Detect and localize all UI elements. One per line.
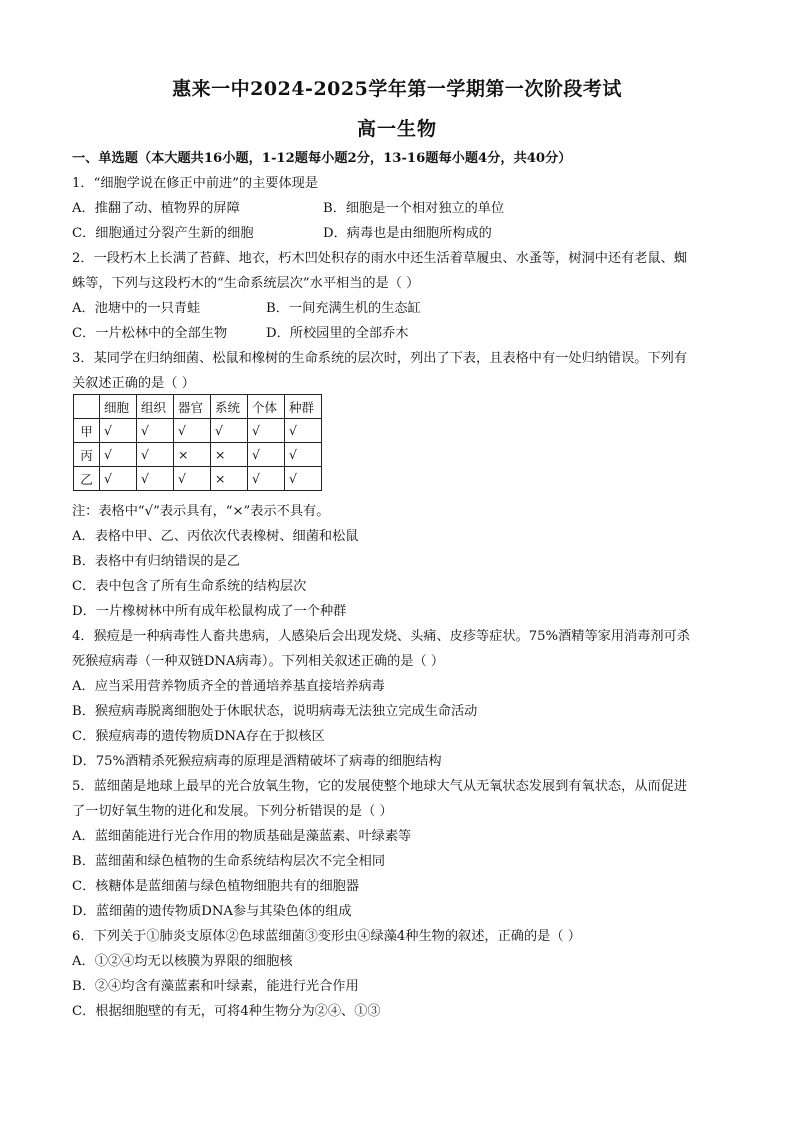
table-cell: √ (100, 443, 137, 467)
table-cell: √ (137, 443, 174, 467)
q3-table-note: 注：表格中“√”表示具有，“×”表示不具有。 (72, 504, 330, 519)
q1-option-c: C．细胞通过分裂产生新的细胞 (72, 226, 254, 241)
q5-stem-line2: 了一切好氧生物的进化和发展。下列分析错误的是（ ） (72, 804, 393, 819)
q3-option-a: A．表格中甲、乙、丙依次代表橡树、细菌和松鼠 (72, 529, 359, 544)
table-cell: √ (248, 467, 285, 491)
table-cell: √ (285, 419, 322, 443)
q5-option-c: C．核糖体是蓝细菌与绿色植物细胞共有的细胞器 (72, 879, 360, 894)
q4-option-a: A．应当采用营养物质齐全的普通培养基直接培养病毒 (72, 679, 385, 694)
q1-option-a: A．推翻了动、植物界的屏障 (72, 201, 240, 216)
q6-option-a: A．①②④均无以核膜为界限的细胞核 (72, 954, 293, 969)
exam-subject: 高一生物 (356, 118, 437, 140)
q6-option-c: C．根据细胞壁的有无，可将4种生物分为②④、①③ (72, 1004, 381, 1019)
q3-option-b: B．表格中有归纳错误的是乙 (72, 554, 240, 569)
section-heading: 一、单选题（本大题共16小题，1-12题每小题2分，13-16题每小题4分，共40分） (72, 151, 572, 166)
q4-stem-line2: 死猴痘病毒（一种双链DNA病毒）。下列相关叙述正确的是（ ） (72, 654, 445, 669)
table-cell: √ (248, 443, 285, 467)
q3-table (73, 394, 322, 491)
q1-option-d: D．病毒也是由细胞所构成的 (323, 226, 492, 241)
table-cell: × (174, 443, 211, 467)
table-cell: √ (211, 419, 248, 443)
q3-option-d: D．一片橡树林中所有成年松鼠构成了一个种群 (72, 604, 347, 619)
q3-option-c: C．表中包含了所有生命系统的结构层次 (72, 579, 307, 594)
q4-option-d: D．75%酒精杀死猴痘病毒的原理是酒精破坏了病毒的细胞结构 (72, 754, 442, 769)
q6-stem: 6．下列关于①肺炎支原体②色球蓝细菌③变形虫④绿藻4种生物的叙述，正确的是（ ） (72, 929, 581, 944)
q1-stem: 1．“细胞学说在修正中前进”的主要体现是 (72, 176, 319, 191)
q4-stem-line1: 4．猴痘是一种病毒性人畜共患病，人感染后会出现发烧、头痛、皮疹等症状。75%酒精等家用消毒剂可杀 (72, 629, 690, 644)
q5-option-d: D．蓝细菌的遗传物质DNA参与其染色体的组成 (72, 904, 352, 919)
table-cell: √ (248, 419, 285, 443)
table-cell: √ (137, 467, 174, 491)
table-cell: 甲 (74, 419, 100, 443)
q2-option-b: B．一间充满生机的生态缸 (266, 301, 421, 316)
table-row (74, 443, 322, 467)
table-cell: √ (100, 419, 137, 443)
q3-stem-line2: 关叙述正确的是（ ） (72, 376, 195, 391)
table-cell: √ (174, 419, 211, 443)
q2-option-c: C．一片松林中的全部生物 (72, 326, 228, 341)
q2-option-d: D．所校园里的全部乔木 (266, 326, 409, 341)
table-header-cell (74, 395, 100, 419)
q4-option-b: B．猴痘病毒脱离细胞处于休眠状态，说明病毒无法独立完成生命活动 (72, 704, 478, 719)
q2-stem-line1: 2．一段朽木上长满了苔藓、地衣，朽木凹处积存的雨水中还生活着草履虫、水蚤等，树洞中还有老鼠、蜘 (72, 251, 688, 266)
table-header-cell: 器官 (174, 395, 211, 419)
table-cell: √ (137, 419, 174, 443)
table-cell: √ (174, 467, 211, 491)
q1-option-b: B．细胞是一个相对独立的单位 (323, 201, 505, 216)
table-row (74, 419, 322, 443)
table-cell: √ (100, 467, 137, 491)
table-cell: × (211, 467, 248, 491)
table-cell: √ (285, 467, 322, 491)
q5-option-b: B．蓝细菌和绿色植物的生命系统结构层次不完全相同 (72, 854, 386, 869)
q3-stem-line1: 3．某同学在归纳细菌、松鼠和橡树的生命系统的层次时，列出了下表，且表格中有一处归纳错误。下列有 (72, 351, 688, 366)
exam-title: 惠来一中2024-2025学年第一学期第一次阶段考试 (172, 78, 622, 100)
table-header-row (74, 395, 322, 419)
q2-option-a: A．池塘中的一只青蛙 (72, 301, 201, 316)
table-cell: 丙 (74, 443, 100, 467)
q6-option-b: B．②④均含有藻蓝素和叶绿素，能进行光合作用 (72, 979, 359, 994)
q5-stem-line1: 5．蓝细菌是地球上最早的光合放氧生物，它的发展使整个地球大气从无氧状态发展到有氧状态，从而促进 (72, 779, 688, 794)
table-row (74, 467, 322, 491)
table-header-cell: 组织 (137, 395, 174, 419)
q4-option-c: C．猴痘病毒的遗传物质DNA存在于拟核区 (72, 729, 325, 744)
table-header-cell: 个体 (248, 395, 285, 419)
table-cell: 乙 (74, 467, 100, 491)
table-header-cell: 系统 (211, 395, 248, 419)
q5-option-a: A．蓝细菌能进行光合作用的物质基础是藻蓝素、叶绿素等 (72, 829, 412, 844)
q2-stem-line2: 蛛等，下列与这段朽木的“生命系统层次”水平相当的是（ ） (72, 276, 420, 291)
table-header-cell: 细胞 (100, 395, 137, 419)
table-cell: × (211, 443, 248, 467)
table-cell: √ (285, 443, 322, 467)
table-header-cell: 种群 (285, 395, 322, 419)
